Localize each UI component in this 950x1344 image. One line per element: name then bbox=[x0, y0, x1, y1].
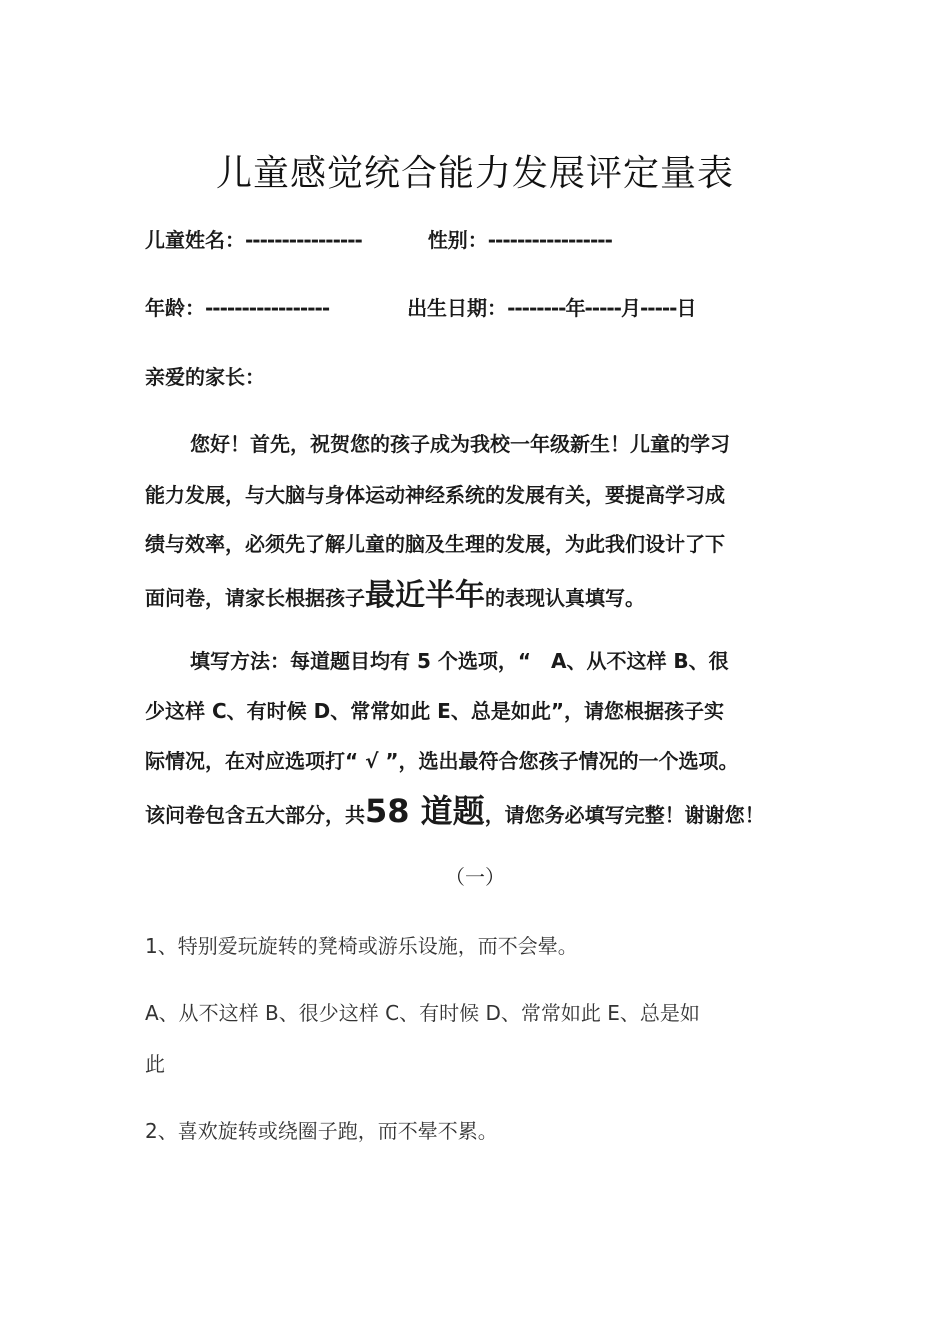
intro-line-4-pre: 面问卷，请家长根据孩子 bbox=[145, 586, 365, 610]
age-value: ----------------- bbox=[205, 296, 330, 320]
name-value: ---------------- bbox=[245, 228, 362, 252]
question-count-emphasis: 58 道题 bbox=[365, 792, 485, 830]
method-line-4-post: ，请您务必填写完整！谢谢您！ bbox=[484, 803, 765, 827]
question-1-options-line-2: 此 bbox=[145, 1052, 165, 1076]
method-line-2: 少这样 C、有时候 D、常常如此 E、总是如此”，请您根据孩子实 bbox=[145, 699, 724, 723]
gender-label: 性别： bbox=[427, 228, 488, 252]
method-line-4-pre: 该问卷包含五大部分，共 bbox=[145, 803, 365, 827]
age-label: 年龄： bbox=[145, 296, 205, 320]
intro-line-4 bbox=[145, 570, 645, 614]
intro-line-2: 能力发展，与大脑与身体运动神经系统的发展有关，要提高学习成 bbox=[145, 483, 725, 507]
intro-line-1: 您好！首先，祝贺您的孩子成为我校一年级新生！儿童的学习 bbox=[190, 432, 730, 456]
gender-value: ----------------- bbox=[487, 228, 612, 252]
greeting: 亲爱的家长： bbox=[145, 365, 265, 389]
question-2-text: 2、喜欢旋转或绕圈子跑，而不晕不累。 bbox=[145, 1119, 498, 1143]
method-line-3: 际情况，在对应选项打“ √ ”，选出最符合您孩子情况的一个选项。 bbox=[145, 749, 739, 773]
intro-emphasis: 最近半年 bbox=[365, 578, 485, 613]
birth-label: 出生日期： bbox=[407, 296, 508, 320]
birth-value: --------年-----月-----日 bbox=[507, 296, 696, 320]
age-birth-row bbox=[145, 292, 695, 321]
intro-line-3: 绩与效率，必须先了解儿童的脑及生理的发展，为此我们设计了下 bbox=[145, 532, 725, 556]
document-title: 儿童感觉统合能力发展评定量表 bbox=[215, 153, 734, 194]
question-1-options-line-1: A、从不这样 B、很少这样 C、有时候 D、常常如此 E、总是如 bbox=[145, 1001, 700, 1025]
section-label: （一） bbox=[445, 865, 505, 889]
question-1-text: 1、特别爱玩旋转的凳椅或游乐设施，而不会晕。 bbox=[145, 934, 578, 958]
method-line-1: 填写方法：每道题目均有 5 个选项，“ A、从不这样 B、很 bbox=[190, 649, 729, 673]
method-line-4 bbox=[145, 786, 765, 832]
name-gender-row bbox=[145, 224, 612, 253]
intro-line-4-post: 的表现认真填写。 bbox=[485, 586, 645, 610]
name-label: 儿童姓名： bbox=[145, 228, 245, 252]
